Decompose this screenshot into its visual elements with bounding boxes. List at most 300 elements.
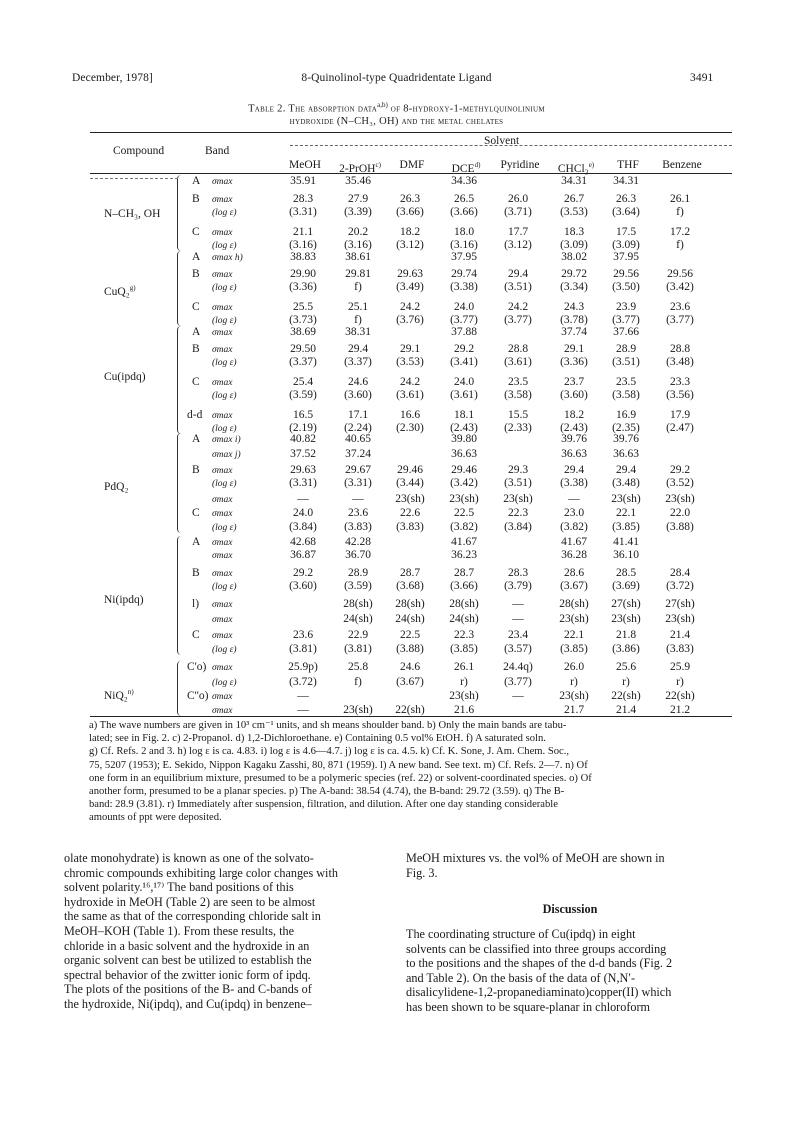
table-cell: 25.9 xyxy=(669,661,691,673)
band-label: B xyxy=(192,268,200,280)
solvent-footnote-mark: c) xyxy=(375,161,381,169)
table-cell: (3.38) xyxy=(450,281,478,293)
table-cell: (3.09) xyxy=(560,239,588,251)
footnote-line: 75, 5207 (1953); E. Sekido, Nippon Kagaku Zasshi, 80, 871 (1959). l) A new band. See text. m) Cf. Refs. 2—7. n) Of xyxy=(89,759,588,771)
row-quantity-label: (log ε) xyxy=(212,316,237,326)
table-cell: 29.50 xyxy=(290,343,316,355)
table-cell: 17.1 xyxy=(347,409,369,421)
table-cell: (3.85) xyxy=(450,643,478,655)
table-cell: (3.51) xyxy=(612,356,640,368)
table-cell: 21.2 xyxy=(669,704,691,716)
table-cell: r) xyxy=(622,676,630,688)
table-cell: (3.86) xyxy=(612,643,640,655)
table-cell: 36.28 xyxy=(561,549,587,561)
table-cell: (3.79) xyxy=(504,580,532,592)
table-cell: (3.81) xyxy=(344,643,372,655)
compound-name xyxy=(104,481,128,493)
table-cell: 23.5 xyxy=(507,376,529,388)
table-cell: 21.7 xyxy=(563,704,585,716)
solvent-name: Pyridine xyxy=(500,159,540,171)
table-cell: 29.2 xyxy=(453,343,475,355)
right-column-line: solvents can be classified into three groups according xyxy=(406,941,667,956)
table-cell: (3.88) xyxy=(396,643,424,655)
table-cell: 37.24 xyxy=(345,448,371,460)
compound-footnote-mark: n) xyxy=(127,688,134,696)
table-cell: 16.9 xyxy=(615,409,637,421)
table-cell: (3.41) xyxy=(450,356,478,368)
table-cell: 23(sh) xyxy=(559,690,589,702)
table-cell: (2.47) xyxy=(666,422,694,434)
row-quantity-label: σmax xyxy=(212,303,233,313)
table-cell: (3.31) xyxy=(289,206,317,218)
table-cell: (3.71) xyxy=(504,206,532,218)
table-cell: 25.4 xyxy=(292,376,314,388)
table-cell: 29.4 xyxy=(615,464,637,476)
band-label: C xyxy=(192,507,200,519)
footnote-line: band: 28.9 (3.81). r) Immediately after suspension, filtration, and dilution. After one day standing considerable xyxy=(89,799,558,811)
table-cell: (3.59) xyxy=(344,580,372,592)
group-brace xyxy=(177,326,184,434)
table-cell: 29.63 xyxy=(290,464,316,476)
row-quantity-label: (log ε) xyxy=(212,645,237,655)
table-cell: r) xyxy=(676,676,684,688)
row-quantity-label: σmax xyxy=(212,600,233,610)
band-label: C'o) xyxy=(187,661,207,673)
footnote-line: another form, presumed to be a planar species. p) The A-band: 38.54 (4.74), the B-band: 29.72 (3.59). q) The B- xyxy=(89,786,565,797)
row-quantity-label: σmax xyxy=(212,345,233,355)
table-cell: (3.38) xyxy=(560,477,588,489)
table-cell: 26.0 xyxy=(563,661,585,673)
table-cell: 25.8 xyxy=(347,661,369,673)
table-cell: 23(sh) xyxy=(665,493,695,505)
table-cell: 22.5 xyxy=(453,507,475,519)
table-cell: 23(sh) xyxy=(395,493,425,505)
left-column-line: chromic compounds exhibiting large color changes with xyxy=(64,865,338,880)
table-cell: — xyxy=(297,690,309,702)
band-label: d-d xyxy=(187,409,203,421)
table-cell: (3.83) xyxy=(396,521,424,533)
table-cell: 22(sh) xyxy=(395,704,425,716)
right-column-line: Fig. 3. xyxy=(406,865,438,880)
table-cell: (2.24) xyxy=(344,422,372,434)
table-cell: (3.69) xyxy=(612,580,640,592)
solvent-header xyxy=(488,159,552,171)
table-cell: 16.6 xyxy=(399,409,421,421)
band-label: B xyxy=(192,464,200,476)
table-cell: 21.1 xyxy=(292,226,314,238)
footnote-line: lated; see in Fig. 2. c) 2-Propanol. d) 1,2-Dichloroethane. e) Containing 0.5 vol% EtOH. f) A saturated soln. xyxy=(89,733,546,745)
table-cell: 22.1 xyxy=(615,507,637,519)
footnote-line: one form in an equilibrium mixture, presumed to be a polymeric species (ref. 22) or solvent-coordinated species. o) Of xyxy=(89,772,592,784)
row-quantity-label: σmax xyxy=(212,551,233,561)
table-cell: 22.0 xyxy=(669,507,691,519)
band-label: A xyxy=(192,536,201,548)
table-cell: 29.56 xyxy=(667,268,693,280)
table-cell: 18.2 xyxy=(563,409,585,421)
group-brace xyxy=(177,433,184,533)
table-cell: 22.5 xyxy=(399,629,421,641)
table-cell: 22.9 xyxy=(347,629,369,641)
table-caption-text: Table 2. The absorption data xyxy=(248,103,378,115)
table-cell: (3.81) xyxy=(289,643,317,655)
left-column-line: hydroxide in MeOH (Table 2) are seen to be almost xyxy=(64,894,316,909)
row-quantity-label: σmax xyxy=(212,270,233,280)
table-cell: 22.3 xyxy=(453,629,475,641)
table-cell: 24.4q) xyxy=(503,661,533,673)
table-cell: 23(sh) xyxy=(343,704,373,716)
table-cell: 17.5 xyxy=(615,226,637,238)
row-quantity-label: (log ε) xyxy=(212,391,237,401)
table-cell: 25.9p) xyxy=(288,661,318,673)
table-cell: 25.1 xyxy=(347,301,369,313)
group-brace xyxy=(177,175,184,251)
table-cell: 38.61 xyxy=(345,251,371,263)
table-caption-sup: a,b) xyxy=(377,101,388,109)
table-cell: (3.48) xyxy=(612,477,640,489)
table-cell: (3.52) xyxy=(666,477,694,489)
table-caption-line2-text: hydroxide (N–CH₃, OH) and the metal chelates xyxy=(289,116,504,127)
table-cell: (3.77) xyxy=(504,676,532,688)
row-quantity-label: σmax xyxy=(212,631,233,641)
table-cell: 23.7 xyxy=(563,376,585,388)
table-cell: 38.31 xyxy=(345,326,371,338)
table-cell: 26.3 xyxy=(399,193,421,205)
table-cell: (3.61) xyxy=(396,389,424,401)
table-cell: 28.9 xyxy=(615,343,637,355)
table-cell: 23(sh) xyxy=(665,613,695,625)
table-cell: 29.90 xyxy=(290,268,316,280)
table-caption-line2 xyxy=(0,116,793,127)
table-cell: (3.83) xyxy=(344,521,372,533)
table-cell: 26.0 xyxy=(507,193,529,205)
group-brace xyxy=(177,661,184,716)
row-quantity-label: σmax xyxy=(212,378,233,388)
table-cell: (3.82) xyxy=(560,521,588,533)
table-cell: 34.36 xyxy=(451,175,477,187)
group-brace xyxy=(177,536,184,655)
band-label: B xyxy=(192,343,200,355)
table-cell: 29.2 xyxy=(292,567,314,579)
band-label: A xyxy=(192,175,201,187)
solvent-name: CHCl₃ xyxy=(557,162,589,175)
solvent-footnote-mark: d) xyxy=(474,161,481,169)
left-column-line: chloride in a basic solvent and the hydroxide in an xyxy=(64,938,310,953)
table-cell: 24.2 xyxy=(507,301,529,313)
table-cell: (3.66) xyxy=(450,206,478,218)
table-cell: 18.1 xyxy=(453,409,475,421)
table-bottom-rule xyxy=(90,716,732,717)
table-cell: 23(sh) xyxy=(559,613,589,625)
table-cell: 18.2 xyxy=(399,226,421,238)
left-column-line: The plots of the positions of the B- and C-bands of xyxy=(64,982,312,997)
right-column-line: has been shown to be square-planar in chloroform xyxy=(406,1000,651,1014)
group-brace xyxy=(177,251,184,326)
table-cell: (3.68) xyxy=(396,580,424,592)
table-cell: 18.3 xyxy=(563,226,585,238)
table-cell: 37.74 xyxy=(561,326,587,338)
band-label: C xyxy=(192,301,200,313)
table-cell: 17.2 xyxy=(669,226,691,238)
table-cell: 24.3 xyxy=(563,301,585,313)
table-cell: 22.3 xyxy=(507,507,529,519)
table-cell: 27(sh) xyxy=(665,598,695,610)
table-cell: 28(sh) xyxy=(395,598,425,610)
table-cell: (3.83) xyxy=(666,643,694,655)
table-cell: 24.0 xyxy=(292,507,314,519)
table-cell: 23(sh) xyxy=(503,493,533,505)
table-cell: 26.1 xyxy=(669,193,691,205)
table-caption-tail: of 8-hydroxy-1-methylquinolinium xyxy=(387,103,545,115)
table-cell: 40.65 xyxy=(345,433,371,445)
table-cell: 26.7 xyxy=(563,193,585,205)
right-column-line: disalicylidene-1,2-propanediaminato)copper(II) which xyxy=(406,985,672,1000)
table-cell: (3.76) xyxy=(396,314,424,326)
table-cell: (3.42) xyxy=(666,281,694,293)
table-cell: 24(sh) xyxy=(395,613,425,625)
footnote-line: a) The wave numbers are given in 10³ cm⁻¹ units, and sh means shoulder band. b) Only the main bands are tabu- xyxy=(89,720,567,731)
left-column-line: the hydroxide, Ni(ipdq), and Cu(ipdq) in benzene– xyxy=(64,997,312,1011)
table-cell: 23.4 xyxy=(507,629,529,641)
table-cell: 41.67 xyxy=(451,536,477,548)
table-cell: (3.77) xyxy=(450,314,478,326)
table-cell: 23.0 xyxy=(563,507,585,519)
compound-name xyxy=(104,594,144,606)
compound-name xyxy=(104,686,134,702)
table-cell: (3.39) xyxy=(344,206,372,218)
table-cell: f) xyxy=(354,314,362,326)
band-label: C xyxy=(192,226,200,238)
table-cell: 29.3 xyxy=(507,464,529,476)
table-cell: (3.48) xyxy=(666,356,694,368)
row-quantity-label: (log ε) xyxy=(212,241,237,251)
table-cell: f) xyxy=(354,676,362,688)
table-cell: 29.4 xyxy=(347,343,369,355)
table-cell: f) xyxy=(354,281,362,293)
left-column-line: MeOH–KOH (Table 1). From these results, the xyxy=(64,924,294,938)
table-cell: 42.68 xyxy=(290,536,316,548)
row-quantity-label: σmax xyxy=(212,177,233,187)
solvent-name: THF xyxy=(617,159,639,171)
table-cell: 26.5 xyxy=(453,193,475,205)
table-cell: 15.5 xyxy=(507,409,529,421)
left-column-line: the same as that of the corresponding chloride salt in xyxy=(64,909,321,924)
table-cell: 26.3 xyxy=(615,193,637,205)
table-cell: 36.63 xyxy=(451,448,477,460)
running-title: 8-Quinolinol-type Quadridentate Ligand xyxy=(301,72,492,84)
table-cell: 17.9 xyxy=(669,409,691,421)
table-cell: (3.44) xyxy=(396,477,424,489)
table-cell: (3.61) xyxy=(504,356,532,368)
band-label: B xyxy=(192,567,200,579)
table-cell: 36.10 xyxy=(613,549,639,561)
table-cell: — xyxy=(297,704,309,716)
table-cell: 24.6 xyxy=(399,661,421,673)
table-cell: 39.76 xyxy=(561,433,587,445)
row-quantity-label: σmax xyxy=(212,615,233,625)
table-cell: 22.6 xyxy=(399,507,421,519)
table-cell: (3.85) xyxy=(560,643,588,655)
table-cell: 36.23 xyxy=(451,549,477,561)
table-cell: (3.57) xyxy=(504,643,532,655)
table-cell: 36.63 xyxy=(613,448,639,460)
table-cell: 23(sh) xyxy=(611,493,641,505)
table-cell: 22.1 xyxy=(563,629,585,641)
table-cell: 39.80 xyxy=(451,433,477,445)
table-cell: 24.0 xyxy=(453,301,475,313)
table-cell: 16.5 xyxy=(292,409,314,421)
table-cell: (3.37) xyxy=(344,356,372,368)
left-column-line: spectral behavior of the zwitter ionic form of ipdq. xyxy=(64,967,311,982)
table-cell: (3.36) xyxy=(289,281,317,293)
table-cell: (3.58) xyxy=(612,389,640,401)
table-cell: (3.88) xyxy=(666,521,694,533)
band-label: A xyxy=(192,251,201,263)
table-cell: 28.8 xyxy=(507,343,529,355)
footnote-line: g) Cf. Refs. 2 and 3. h) log ε is ca. 4.83. i) log ε is 4.6—4.7. j) log ε is ca. 4.5. k) Cf. K. Sone, J. Am. Chem. Soc., xyxy=(89,746,570,758)
table-cell: 38.69 xyxy=(290,326,316,338)
table-cell: (3.82) xyxy=(450,521,478,533)
table-cell: f) xyxy=(676,206,684,218)
table-cell: 25.6 xyxy=(615,661,637,673)
table-cell: (3.42) xyxy=(450,477,478,489)
row-quantity-label: σmax xyxy=(212,195,233,205)
table-cell: 40.82 xyxy=(290,433,316,445)
compound-label: CuQ₂ xyxy=(104,285,130,298)
right-column-line: to the positions and the shapes of the d-d bands (Fig. 2 xyxy=(406,956,673,971)
table-cell: 29.56 xyxy=(613,268,639,280)
compound-label: Ni(ipdq) xyxy=(104,594,144,606)
left-column-line: olate monohydrate) is known as one of the solvato- xyxy=(64,851,314,865)
row-quantity-label: σmax j) xyxy=(212,450,241,460)
table-caption-line1 xyxy=(0,101,793,115)
row-quantity-label: σmax xyxy=(212,706,233,716)
table-cell: (3.53) xyxy=(560,206,588,218)
table-cell: 25.5 xyxy=(292,301,314,313)
table-cell: 42.28 xyxy=(345,536,371,548)
band-label: C xyxy=(192,629,200,641)
table-cell: (3.16) xyxy=(450,239,478,251)
table-cell: (3.53) xyxy=(396,356,424,368)
table-cell: 29.63 xyxy=(397,268,423,280)
left-column-line: solvent polarity.¹⁶,¹⁷⁾ The band positions of this xyxy=(64,880,294,895)
table-cell: 20.2 xyxy=(347,226,369,238)
table-cell: (2.35) xyxy=(612,422,640,434)
table-cell: 23.6 xyxy=(669,301,691,313)
table-cell: 37.52 xyxy=(290,448,316,460)
table-cell: 35.46 xyxy=(345,175,371,187)
compound-name xyxy=(104,208,160,220)
row-quantity-label: σmax h) xyxy=(212,253,243,263)
table-cell: 29.2 xyxy=(669,464,691,476)
row-quantity-label: σmax i) xyxy=(212,435,241,445)
table-cell: (3.16) xyxy=(344,239,372,251)
table-cell: 22(sh) xyxy=(611,690,641,702)
table-cell: 21.8 xyxy=(615,629,637,641)
table-cell: 21.4 xyxy=(669,629,691,641)
table-cell: 29.46 xyxy=(397,464,423,476)
table-cell: (3.56) xyxy=(666,389,694,401)
table-cell: (3.51) xyxy=(504,281,532,293)
compound-header: Compound xyxy=(113,145,165,157)
table-cell: 23(sh) xyxy=(449,690,479,702)
table-cell: 38.02 xyxy=(561,251,587,263)
table-cell: (3.16) xyxy=(289,239,317,251)
table-cell: 24.2 xyxy=(399,301,421,313)
table-cell: 39.76 xyxy=(613,433,639,445)
table-cell: 36.63 xyxy=(561,448,587,460)
table-cell: 17.7 xyxy=(507,226,529,238)
table-cell: 28.7 xyxy=(453,567,475,579)
compound-name xyxy=(104,282,136,298)
band-label: A xyxy=(192,433,201,445)
table-cell: 28.9 xyxy=(347,567,369,579)
table-cell: 23(sh) xyxy=(449,493,479,505)
running-date: December, 1978] xyxy=(72,72,153,84)
table-cell: 24.0 xyxy=(453,376,475,388)
table-cell: 21.6 xyxy=(453,704,475,716)
solvent-footnote-mark: e) xyxy=(588,161,595,169)
table-cell: (3.67) xyxy=(396,676,424,688)
table-cell: 34.31 xyxy=(613,175,639,187)
table-header-rule xyxy=(90,173,732,174)
table-cell: 22(sh) xyxy=(665,690,695,702)
row-quantity-label: (log ε) xyxy=(212,479,237,489)
table-cell: r) xyxy=(460,676,468,688)
table-cell: (3.09) xyxy=(612,239,640,251)
table-cell: (3.67) xyxy=(560,580,588,592)
table-cell: 27(sh) xyxy=(611,598,641,610)
table-cell: 28.5 xyxy=(615,567,637,579)
solvent-name: Benzene xyxy=(662,159,702,171)
row-quantity-label: (log ε) xyxy=(212,523,237,533)
table-cell: (3.84) xyxy=(504,521,532,533)
table-cell: (3.51) xyxy=(504,477,532,489)
table-cell: — xyxy=(568,493,580,505)
solvent-name: DMF xyxy=(399,159,425,171)
table-cell: (3.64) xyxy=(612,206,640,218)
band-label: l) xyxy=(192,598,200,610)
table-cell: (3.77) xyxy=(612,314,640,326)
table-cell: 35.91 xyxy=(290,175,316,187)
table-cell: 27.9 xyxy=(347,193,369,205)
table-cell: (3.77) xyxy=(666,314,694,326)
table-cell: (3.78) xyxy=(560,314,588,326)
table-cell: 18.0 xyxy=(453,226,475,238)
table-cell: 29.1 xyxy=(563,343,585,355)
footnote-line: amounts of ppt were deposited. xyxy=(89,812,222,824)
table-cell: 37.88 xyxy=(451,326,477,338)
row-quantity-label: σmax xyxy=(212,228,233,238)
table-cell: 29.4 xyxy=(563,464,585,476)
table-cell: f) xyxy=(676,239,684,251)
table-cell: 41.67 xyxy=(561,536,587,548)
table-cell: 24.6 xyxy=(347,376,369,388)
table-cell: (3.50) xyxy=(612,281,640,293)
row-quantity-label: (log ε) xyxy=(212,582,237,592)
table-cell: (3.58) xyxy=(504,389,532,401)
table-cell: 34.31 xyxy=(561,175,587,187)
table-cell: (3.72) xyxy=(666,580,694,592)
section-heading: Discussion xyxy=(542,902,598,916)
table-cell: — xyxy=(512,598,524,610)
table-cell: 28.8 xyxy=(669,343,691,355)
solvent-header: Solvent xyxy=(484,135,520,147)
row-quantity-label: (log ε) xyxy=(212,283,237,293)
table-cell: 38.83 xyxy=(290,251,316,263)
compound-label: Cu(ipdq) xyxy=(104,371,146,383)
row-quantity-label: σmax xyxy=(212,538,233,548)
row-quantity-label: (log ε) xyxy=(212,424,237,434)
